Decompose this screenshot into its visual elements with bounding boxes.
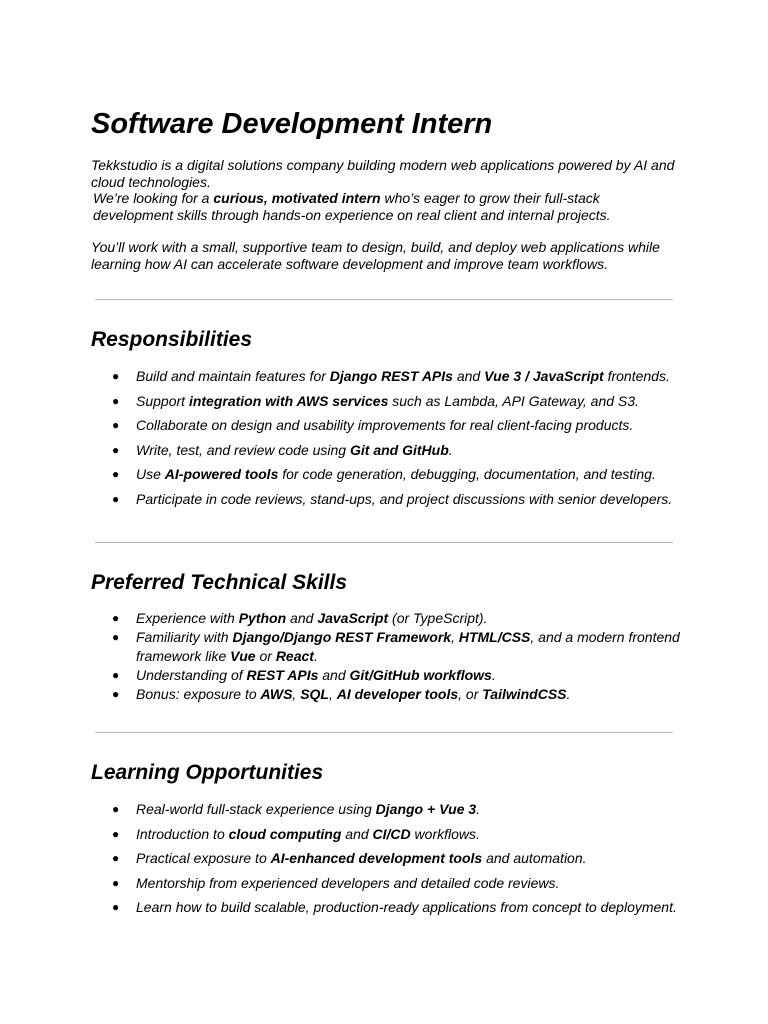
list-item (91, 442, 681, 458)
bold-text: HTML/CSS (458, 629, 531, 645)
bold-text: Vue 3 / JavaScript (484, 368, 604, 384)
bold-text: curious, motivated intern (213, 190, 381, 206)
list-item (91, 368, 681, 384)
text-run: , or (458, 686, 483, 702)
bullet-icon: ● (112, 687, 120, 701)
text-run: (or TypeScript). (388, 610, 488, 626)
text-run: Experience with (136, 610, 239, 626)
bold-text: Python (238, 610, 287, 626)
text-run: Introduction to (136, 825, 229, 842)
text-run: framework like (136, 648, 231, 664)
text-run: Familiarity with (136, 629, 233, 645)
text-run: . (476, 801, 481, 817)
intro-paragraph (91, 239, 681, 272)
bold-text: React (275, 648, 314, 664)
text-run: and automation. (482, 850, 587, 867)
section-heading-learning: Learning Opportunities (91, 761, 324, 784)
text-run: such as Lambda, API Gateway, and S3. (388, 392, 639, 409)
bullet-icon: ● (112, 491, 120, 506)
text-run: Real-world full-stack experience using (136, 801, 376, 817)
text-run: You’ll work with a small, supportive team to design, build, and deploy web applications while learning how AI can accelerate software development and improve team workflows. (91, 239, 660, 272)
text-run: Learn how to build scalable, production-ready applications from concept to deployment. (136, 899, 677, 916)
page-title: Software Development Intern (91, 108, 493, 140)
text-run: , (328, 686, 337, 702)
bullet-icon: ● (112, 802, 120, 816)
bold-text: REST APIs (246, 667, 319, 683)
text-run: and (286, 610, 318, 626)
bullet-icon: ● (112, 467, 120, 482)
bold-text: Vue (230, 648, 256, 664)
text-run: workflows. (410, 825, 480, 842)
list-item (91, 609, 681, 628)
intro-paragraph (91, 190, 681, 223)
bold-text: TailwindCSS (482, 686, 567, 702)
bold-text: Django REST APIs (329, 368, 453, 384)
list-item (91, 666, 681, 685)
text-run: Practical exposure to (136, 850, 271, 867)
list-item (91, 491, 681, 507)
text-run: Write, test, and review code using (136, 441, 350, 458)
list-item (91, 393, 681, 409)
divider (95, 732, 673, 733)
bold-text: Django/Django REST Framework (232, 629, 452, 645)
bold-text: AI developer tools (336, 686, 459, 702)
text-run: , (292, 686, 301, 702)
bold-text: JavaScript (317, 610, 389, 626)
text-run: Participate in code reviews, stand-ups, and project discussions with senior developers. (136, 490, 673, 507)
intro-paragraph (91, 157, 681, 190)
section-heading-responsibilities: Responsibilities (91, 328, 253, 351)
bullet-icon: ● (112, 418, 120, 433)
list-item (91, 850, 681, 866)
bullet-icon: ● (112, 393, 120, 408)
text-run: and (452, 368, 485, 384)
bold-text: cloud computing (228, 825, 342, 842)
bullet-icon: ● (112, 630, 120, 644)
list-item (91, 875, 681, 891)
bold-text: AI-powered tools (164, 466, 279, 483)
learning-list (91, 801, 681, 924)
text-run: Bonus: exposure to (136, 686, 261, 702)
text-run: , (451, 629, 459, 645)
text-run: Understanding of (136, 667, 247, 683)
text-run: We’re looking for a (93, 190, 214, 206)
intro (91, 157, 681, 272)
divider (95, 299, 673, 300)
bold-text: Django + Vue 3 (375, 801, 477, 817)
list-item (91, 899, 681, 915)
bullet-icon: ● (112, 369, 120, 383)
text-run: . (566, 686, 571, 702)
list-item (91, 628, 681, 666)
text-run: Support (136, 392, 189, 409)
text-run: Mentorship from experienced developers and detailed code reviews. (136, 874, 560, 891)
bullet-icon: ● (112, 611, 120, 625)
bold-text: AWS (260, 686, 293, 702)
text-run: who’s eager to grow their full-stack development skills through hands-on experience on real client and internal projects. (93, 190, 611, 223)
text-run: Tekkstudio is a digital solutions company building modern web applications powered by AI and cloud technologies. (91, 157, 675, 190)
text-run: Build and maintain features for (136, 368, 330, 384)
bold-text: integration with AWS services (188, 392, 389, 409)
list-item (91, 826, 681, 842)
text-run: Collaborate on design and usability improvements for real client-facing products. (136, 417, 634, 434)
text-run: or (255, 648, 276, 664)
bullet-icon: ● (112, 900, 120, 915)
list-item (91, 417, 681, 433)
bold-text: Git and GitHub (350, 441, 449, 458)
list-item (91, 685, 681, 704)
responsibilities-list (91, 368, 681, 516)
text-run: Use (136, 466, 165, 483)
skills-list (91, 609, 681, 704)
text-run: . (448, 441, 453, 458)
text-run: frontends. (603, 368, 670, 384)
bold-text: AI-enhanced development tools (270, 850, 483, 867)
list-item (91, 466, 681, 482)
bullet-icon: ● (112, 826, 120, 841)
divider (95, 542, 673, 543)
list-item (91, 801, 681, 817)
text-run: . (313, 648, 318, 664)
text-run: . (491, 667, 496, 683)
text-run: and (318, 667, 350, 683)
bullet-icon: ● (112, 668, 120, 682)
text-run: , and a modern frontend (530, 629, 680, 645)
text-run: for code generation, debugging, documentation, and testing. (278, 466, 656, 483)
bullet-icon: ● (112, 875, 120, 890)
bold-text: CI/CD (372, 825, 411, 842)
bold-text: Git/GitHub workflows (349, 667, 492, 683)
section-heading-skills: Preferred Technical Skills (91, 571, 348, 594)
bold-text: SQL (300, 686, 329, 702)
text-run: and (341, 825, 373, 842)
bullet-icon: ● (112, 442, 120, 457)
bullet-icon: ● (112, 851, 120, 866)
